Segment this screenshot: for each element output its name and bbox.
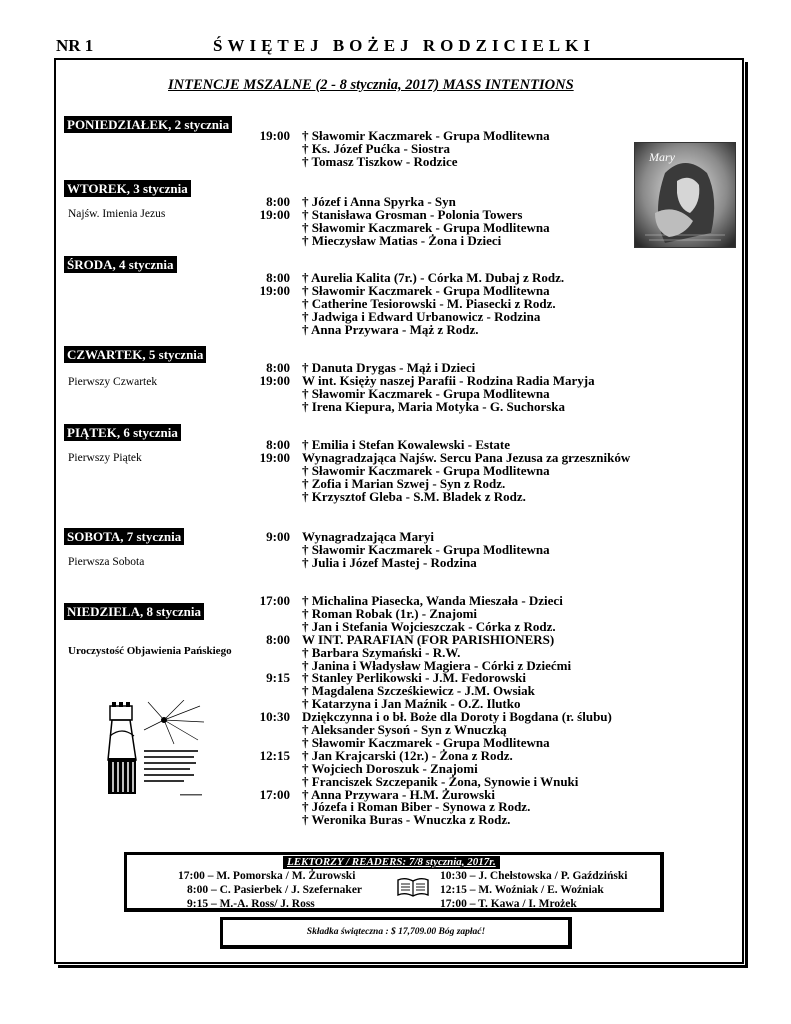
mass-time: 19:00 bbox=[259, 372, 290, 388]
mass-time: 17:00 bbox=[259, 786, 290, 802]
intention-text: † Tomasz Tiszkow - Rodzice bbox=[302, 153, 458, 169]
intention-text: † Stanley Perlikowski - J.M. Fedorowski bbox=[302, 670, 527, 686]
intention-text: † Roman Robak (1r.) - Znajomi bbox=[302, 605, 478, 621]
reader-right-3: 17:00 – T. Kawa / I. Mrożek bbox=[440, 898, 577, 910]
reader-right-1: 10:30 – J. Chełstowska / P. Gaździński bbox=[440, 870, 628, 882]
mass-time: 9:15 bbox=[266, 670, 290, 686]
intention-row bbox=[0, 297, 745, 310]
intention-text: † Anna Przywara - Mąż z Rodz. bbox=[302, 321, 479, 337]
intention-text: † Sławomir Kaczmarek - Grupa Modlitewna bbox=[302, 219, 550, 235]
mass-time: 19:00 bbox=[259, 449, 290, 465]
reader-left-1: 17:00 – M. Pomorska / M. Żurowski bbox=[178, 870, 356, 882]
day-note: Pierwszy Czwartek bbox=[68, 376, 158, 388]
intention-text: † Stanisława Grosman - Polonia Towers bbox=[302, 206, 523, 222]
intention-row bbox=[0, 477, 745, 490]
intention-row bbox=[0, 387, 745, 400]
three-kings-illustration bbox=[104, 700, 208, 800]
page-header bbox=[56, 36, 746, 58]
intention-row bbox=[0, 813, 745, 826]
intention-row bbox=[0, 400, 745, 413]
intention-row bbox=[0, 646, 745, 659]
mass-time: 8:00 bbox=[266, 194, 290, 209]
intention-text: † Ks. Józef Pućka - Siostra bbox=[302, 140, 451, 156]
day-header: SOBOTA, 7 stycznia bbox=[64, 528, 184, 545]
intention-text: † Jan Krajcarski (12r.) - Żona z Rodz. bbox=[302, 747, 513, 763]
page-title: INTENCJE MSZALNE (2 - 8 stycznia, 2017) MASS INTENTIONS bbox=[168, 77, 574, 93]
day-header: CZWARTEK, 5 stycznia bbox=[64, 346, 206, 363]
intention-text: † Wojciech Doroszuk - Znajomi bbox=[302, 760, 478, 776]
intention-text: † Magdalena Szcześkiewicz - J.M. Owsiak bbox=[302, 683, 535, 699]
intention-text: † Sławomir Kaczmarek - Grupa Modlitewna bbox=[302, 734, 550, 750]
parish-name: ŚWIĘTEJ BOŻEJ RODZICIELKI bbox=[213, 36, 595, 55]
day-header: NIEDZIELA, 8 stycznia bbox=[64, 603, 204, 620]
intention-text: † Sławomir Kaczmarek - Grupa Modlitewna bbox=[302, 462, 550, 478]
intention-row bbox=[0, 556, 745, 569]
intention-row bbox=[0, 323, 745, 336]
intention-text: † Józefa i Roman Biber - Synowa z Rodz. bbox=[302, 799, 531, 815]
mass-time: 8:00 bbox=[266, 360, 290, 375]
intention-text: † Aleksander Sysoń - Syn z Wnuczką bbox=[302, 722, 507, 737]
intention-text: † Danuta Drygas - Mąż i Dzieci bbox=[302, 360, 476, 375]
intention-text: † Michalina Piasecka, Wanda Mieszała - Dzieci bbox=[302, 593, 563, 608]
intention-text: † Catherine Tesiorowski - M. Piasecki z Rodz. bbox=[302, 295, 556, 311]
intention-text: † Krzysztof Gleba - S.M. Bladek z Rodz. bbox=[302, 488, 526, 504]
intention-text: † Anna Przywara - H.M. Żurowski bbox=[302, 786, 495, 802]
mass-time: 9:00 bbox=[266, 529, 290, 544]
open-bible-icon bbox=[396, 876, 430, 898]
day-note: Najśw. Imienia Jezus bbox=[68, 208, 166, 220]
intention-text: W int. Księży naszej Parafii - Rodzina Radia Maryja bbox=[302, 372, 595, 388]
three-kings-star-icon bbox=[104, 700, 208, 800]
intention-text: Wynagradzająca Najśw. Sercu Pana Jezusa za grzeszników bbox=[302, 449, 631, 465]
day-header: WTOREK, 3 stycznia bbox=[64, 180, 191, 197]
intention-text: † Jadwiga i Edward Urbanowicz - Rodzina bbox=[302, 308, 541, 324]
intention-text: † Sławomir Kaczmarek - Grupa Modlitewna bbox=[302, 385, 550, 401]
reader-right-2: 12:15 – M. Woźniak / E. Woźniak bbox=[440, 884, 604, 896]
reader-left-3: 9:15 – M.-A. Ross/ J. Ross bbox=[187, 898, 315, 910]
intention-row bbox=[0, 607, 745, 620]
intention-text: † Sławomir Kaczmarek - Grupa Modlitewna bbox=[302, 282, 550, 298]
virgin-mary-icon bbox=[635, 143, 735, 247]
intention-row bbox=[0, 374, 745, 387]
intention-text: Wynagradzająca Maryi bbox=[302, 529, 435, 544]
intention-text: † Sławomir Kaczmarek - Grupa Modlitewna bbox=[302, 128, 550, 143]
intention-row bbox=[0, 310, 745, 323]
intention-text: † Janina i Władysław Magiera - Córki z Dziećmi bbox=[302, 657, 572, 673]
mass-time: 19:00 bbox=[259, 206, 290, 222]
intention-text: † Irena Kiepura, Maria Motyka - G. Suchorska bbox=[302, 398, 566, 414]
intention-text: Dziękczynna i o bł. Boże dla Doroty i Bogdana (r. ślubu) bbox=[302, 709, 612, 725]
collection-text: Składka świąteczna : $ 17,709.00 Bóg zapłać! bbox=[306, 927, 486, 937]
mass-time: 8:00 bbox=[266, 437, 290, 452]
day-note: Pierwszy Piątek bbox=[68, 452, 142, 464]
intention-text: † Mieczysław Matias - Żona i Dzieci bbox=[302, 232, 502, 248]
mary-label: Mary bbox=[649, 150, 675, 164]
intention-row bbox=[0, 633, 745, 646]
mass-time: 8:00 bbox=[266, 631, 290, 647]
mass-time: 12:15 bbox=[259, 747, 290, 763]
mass-time: 19:00 bbox=[259, 128, 290, 143]
intention-text: † Aurelia Kalita (7r.) - Córka M. Dubaj z Rodz. bbox=[302, 270, 565, 285]
intention-row bbox=[0, 284, 745, 297]
intention-text: † Józef i Anna Spyrka - Syn bbox=[302, 194, 456, 209]
issue-number: NR 1 bbox=[56, 36, 94, 55]
intention-row bbox=[0, 490, 745, 503]
virgin-mary-illustration bbox=[634, 142, 736, 248]
mass-time: 8:00 bbox=[266, 270, 290, 285]
day-header: ŚRODA, 4 stycznia bbox=[64, 256, 177, 273]
mass-time: 10:30 bbox=[259, 709, 290, 725]
intention-text: † Sławomir Kaczmarek - Grupa Modlitewna bbox=[302, 541, 550, 557]
intention-text: † Emilia i Stefan Kowalewski - Estate bbox=[302, 437, 510, 452]
intention-row bbox=[0, 451, 745, 464]
intention-text: † Katarzyna i Jan Maźnik - O.Z. Ilutko bbox=[302, 696, 521, 712]
readers-title: LEKTORZY / READERS: 7/8 stycznia, 2017r. bbox=[283, 856, 500, 869]
intention-text: † Weronika Buras - Wnuczka z Rodz. bbox=[302, 812, 511, 828]
mass-time: 19:00 bbox=[259, 282, 290, 298]
reader-left-2: 8:00 – C. Pasierbek / J. Szefernaker bbox=[187, 884, 363, 896]
intention-text: † Jan i Stefania Wojcieszczak - Córka z Rodz. bbox=[302, 618, 556, 634]
intention-text: † Zofia i Marian Szwej - Syn z Rodz. bbox=[302, 475, 506, 491]
mass-time: 17:00 bbox=[259, 593, 290, 608]
day-header: PONIEDZIAŁEK, 2 stycznia bbox=[64, 116, 232, 133]
day-note: Pierwsza Sobota bbox=[68, 556, 145, 568]
intention-text: W INT. PARAFIAN (FOR PARISHIONERS) bbox=[302, 631, 555, 647]
day-header: PIĄTEK, 6 stycznia bbox=[64, 424, 181, 441]
intention-text: † Franciszek Szczepanik - Żona, Synowie i Wnuki bbox=[302, 773, 579, 789]
intention-row bbox=[0, 464, 745, 477]
intention-row bbox=[0, 620, 745, 633]
day-note: Uroczystość Objawienia Pańskiego bbox=[68, 645, 232, 657]
intention-text: † Julia i Józef Mastej - Rodzina bbox=[302, 554, 477, 570]
intention-row bbox=[0, 543, 745, 556]
intention-text: † Barbara Szymański - R.W. bbox=[302, 644, 461, 660]
